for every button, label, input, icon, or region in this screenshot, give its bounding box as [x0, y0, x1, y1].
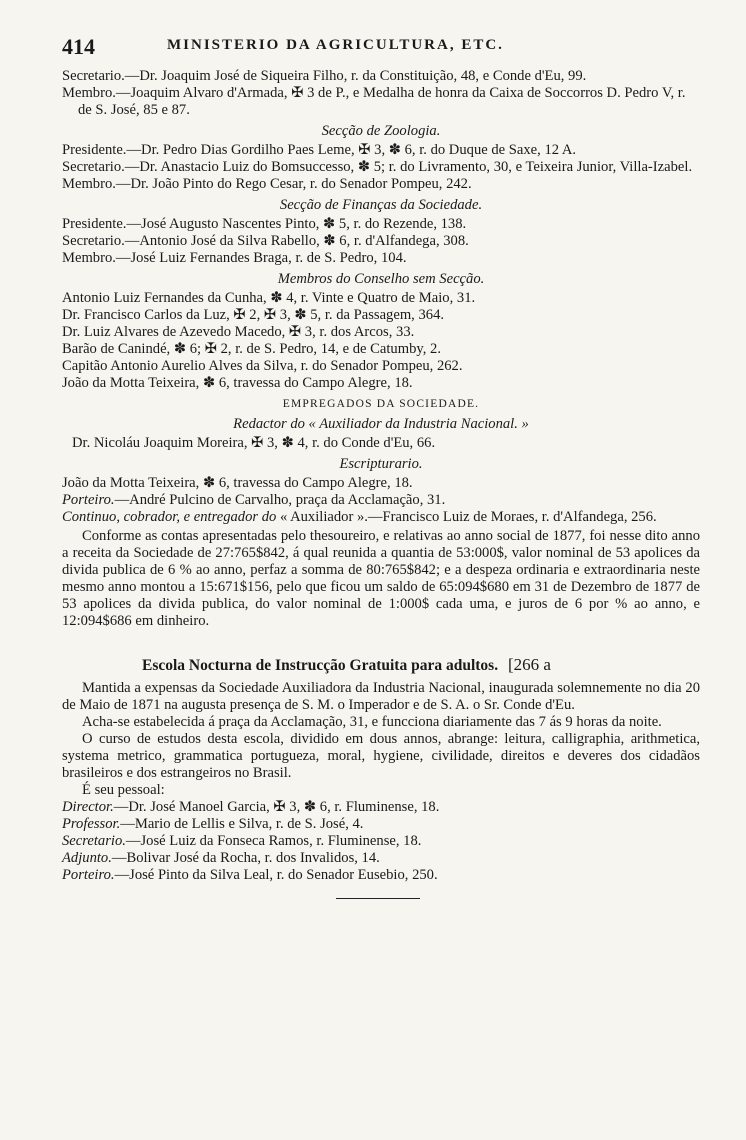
entry-text: « Auxiliador ».—Francisco Luiz de Moraes, r. d'Alfandega, 256.: [276, 509, 657, 525]
entry-text: —José Pinto da Silva Leal, r. do Senador Eusebio, 250.: [114, 867, 438, 883]
entry-line: João da Motta Teixeira, ✽ 6, travessa do Campo Alegre, 18.: [62, 475, 413, 491]
entry-line: Membro.—Dr. João Pinto do Rego Cesar, r. do Senador Pompeu, 242.: [62, 176, 472, 192]
entry-secretario: Secretario.—Dr. Joaquim José de Siqueira Filho, r. da Constituição, 48, e Conde d'Eu, 99.: [62, 68, 587, 84]
entry-text: —André Pulcino de Carvalho, praça da Acclamação, 31.: [114, 492, 446, 508]
entry-line: Membro.—José Luiz Fernandes Braga, r. de S. Pedro, 104.: [62, 250, 407, 266]
staff-entry: [62, 850, 700, 867]
section-heading-empregados: EMPREGADOS DA SOCIEDADE.: [282, 398, 480, 410]
escola-paragraph-2: Acha-se estabelecida á praça da Acclamação, 31, e funcciona diariamente das 7 ás 9 horas da noite.: [82, 714, 662, 730]
entry-line: Capitão Antonio Aurelio Alves da Silva, r. do Senador Pompeu, 262.: [62, 358, 463, 374]
running-head: MINISTERIO DA AGRICULTURA, ETC.: [167, 37, 504, 53]
entry-line: Dr. Luiz Alvares de Azevedo Macedo, ✠ 3, r. dos Arcos, 33.: [62, 324, 415, 340]
entry-line: Secretario.—Dr. Anastacio Luiz do Bomsuccesso, ✽ 5; r. do Livramento, 30, e Teixeira Junior, Villa-Izabel.: [62, 159, 693, 175]
entry-line: Presidente.—José Augusto Nascentes Pinto, ✽ 5, r. do Rezende, 138.: [62, 216, 467, 232]
entry-line: João da Motta Teixeira, ✽ 6, travessa do Campo Alegre, 18.: [62, 375, 413, 391]
entry-text: —José Luiz da Fonseca Ramos, r. Fluminense, 18.: [125, 833, 422, 849]
contas-paragraph: Conforme as contas apresentadas pelo thesoureiro, e relativas ao anno social de 1877, foi nesse dito anno a receita da Sociedade de 27:765$842, á qual reunida a quantia de 53:000$, valor nominal de 53 apolices da divida publica de 6 % ao anno, perfaz a somma de 80:765$842; e a despeza ordinaria e extraordinaria neste mesmo anno montou a 15:671$156, pelo que ficou um saldo de 65:094$680 em 31 de Dezembro de 1877 de 53 apolices da divida publica, do valor nominal de 1:000$ cada uma, e juros de 6 por % ao anno, e 12:094$686 em dinheiro.: [62, 528, 700, 629]
entry-text: —Bolivar José da Rocha, r. dos Invalidos, 14.: [111, 850, 380, 866]
role-label: Porteiro.: [62, 492, 115, 508]
closing-rule: [336, 898, 420, 899]
staff-entry: [62, 799, 700, 816]
role-label: Adjunto.: [62, 850, 112, 866]
staff-entry: [62, 816, 700, 833]
staff-entry: [62, 833, 700, 850]
escripturario-heading: Escripturario.: [339, 456, 423, 472]
entry-line: Presidente.—Dr. Pedro Dias Gordilho Paes Leme, ✠ 3, ✽ 6, r. do Duque de Saxe, 12 A.: [62, 142, 577, 158]
entry-line: Antonio Luiz Fernandes da Cunha, ✽ 4, r. Vinte e Quatro de Maio, 31.: [62, 290, 476, 306]
page-header: [62, 34, 702, 60]
role-label: Professor.: [62, 816, 121, 832]
escola-title-ref: [266 a: [507, 655, 551, 674]
role-label: Porteiro.: [62, 867, 115, 883]
redactor-heading: Redactor do « Auxiliador da Industria Nacional. »: [233, 416, 529, 432]
section-heading-financas: Secção de Finanças da Sociedade.: [279, 197, 483, 213]
escola-paragraph-1: Mantida a expensas da Sociedade Auxiliadora da Industria Nacional, inaugurada solemnemente no dia 20 de Maio de 1871 na augusta presença de S. M. o Imperador e de S. A. o Sr. Conde d'Eu.: [62, 680, 700, 713]
entry-line: Dr. Nicoláu Joaquim Moreira, ✠ 3, ✽ 4, r. do Conde d'Eu, 66.: [72, 435, 436, 451]
entry-line: Barão de Canindé, ✽ 6; ✠ 2, r. de S. Pedro, 14, e de Catumby, 2.: [62, 341, 441, 357]
entry-text: —Mario de Lellis e Silva, r. de S. José, 4.: [120, 816, 364, 832]
escola-title: Escola Nocturna de Instrucção Gratuita para adultos.: [142, 657, 499, 674]
entry-membro: Membro.—Joaquim Alvaro d'Armada, ✠ 3 de P., e Medalha de honra da Caixa de Soccorros D. Pedro V, r. de S. José, 85 e 87.: [62, 85, 686, 118]
page-number: 414: [62, 34, 95, 59]
section-heading-conselho: Membros do Conselho sem Secção.: [277, 271, 485, 287]
entry-porteiro: [62, 492, 700, 509]
escola-title-line: [62, 656, 700, 674]
entry-text: —Dr. José Manoel Garcia, ✠ 3, ✽ 6, r. Fluminense, 18.: [113, 799, 440, 815]
escola-paragraph-4: É seu pessoal:: [82, 782, 165, 798]
staff-entry: [62, 867, 700, 884]
page-content: [62, 68, 700, 899]
entry-continuo: [62, 509, 700, 526]
entry-line: Dr. Francisco Carlos da Luz, ✠ 2, ✠ 3, ✽ 5, r. da Passagem, 364.: [62, 307, 445, 323]
escola-paragraph-3: O curso de estudos desta escola, dividido em dous annos, abrange: leitura, calligraphia, arithmetica, systema metrico, grammatica portugueza, moral, hygiene, civilidade, direitos e deveres dos cidadãos brasileiros e dos estrangeiros no Brasil.: [62, 731, 700, 781]
role-label: Secretario.: [62, 833, 126, 849]
entry-line: Secretario.—Antonio José da Silva Rabello, ✽ 6, r. d'Alfandega, 308.: [62, 233, 469, 249]
role-label: Continuo, cobrador, e entregador do: [62, 509, 277, 525]
section-heading-zoologia: Secção de Zoologia.: [321, 123, 441, 139]
role-label: Director.: [62, 799, 114, 815]
